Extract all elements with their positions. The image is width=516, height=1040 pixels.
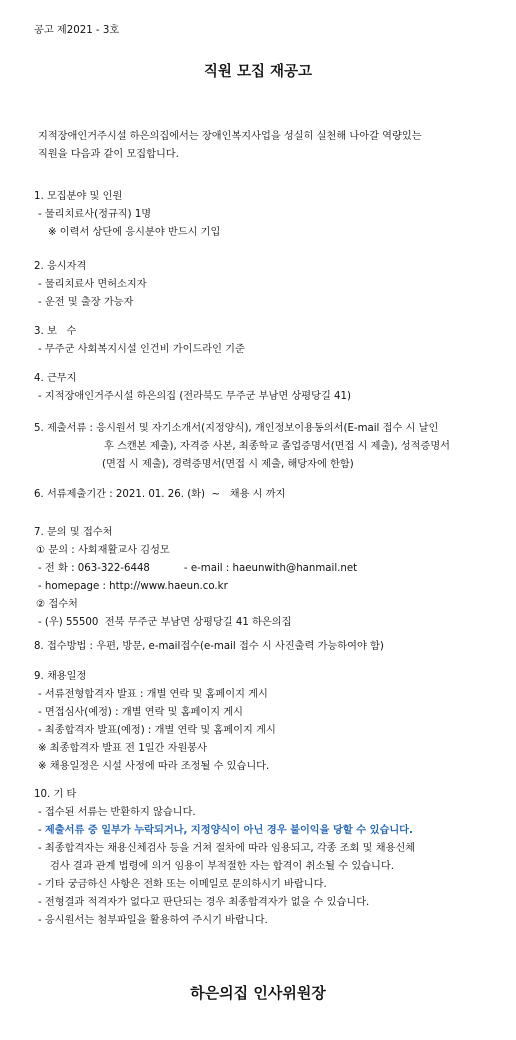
section-4-item: - 지적장애인거주시설 하은의집 (전라북도 무주군 부남면 상평당길 41) [38, 391, 351, 402]
section-3-heading: 3. 보 수 [34, 326, 77, 337]
section-7-inquiry: ① 문의 : 사회재활교사 김성모 [36, 545, 170, 556]
section-9-item-3: - 최종합격자 발표(예정) : 개별 연락 및 홈페이지 게시 [38, 725, 276, 736]
section-10-item-6: - 응시원서는 첨부파일을 활용하여 주시기 바랍니다. [38, 915, 268, 926]
section-7-phone: - 전 화 : 063-322-6448 [38, 563, 150, 574]
section-9-heading: 9. 채용일정 [34, 671, 87, 682]
section-9-note-1: ※ 최종합격자 발표 전 1일간 자원봉사 [38, 743, 207, 754]
section-10-item-4: - 기타 궁금하신 사항은 전화 또는 이메일로 문의하시기 바랍니다. [38, 879, 327, 890]
section-10-item-3-line-2: 검사 결과 관계 법령에 의거 임용이 부적절한 자는 합격이 취소될 수 있습니다. [50, 861, 394, 872]
section-2-heading: 2. 응시자격 [34, 261, 87, 272]
intro-line-1: 지적장애인거주시설 하은의집에서는 장애인복지사업을 성실히 실천해 나아갈 역량있는 [38, 131, 422, 142]
section-7-address: - (우) 55500 전북 무주군 부남면 상평당길 41 하은의집 [38, 617, 292, 628]
page-title: 직원 모집 재공고 [203, 64, 313, 80]
section-10-item-2-dash: - [38, 825, 45, 836]
section-7-heading: 7. 문의 및 접수처 [34, 527, 113, 538]
section-10-item-2 [38, 822, 413, 840]
intro-line-2: 직원을 다음과 같이 모집합니다. [38, 149, 179, 160]
section-5-line-2: 후 스캔본 제출), 자격증 사본, 최종학교 졸업증명서(면접 시 제출), 성적증명서 [104, 441, 451, 452]
section-4-heading: 4. 근무지 [34, 373, 77, 384]
section-1-item: - 물리치료사(정규직) 1명 [38, 209, 152, 220]
section-5-line-3: (면접 시 제출), 경력증명서(면접 시 제출, 해당자에 한함) [102, 459, 354, 470]
section-9-note-2: ※ 채용일정은 시설 사정에 따라 조정될 수 있습니다. [38, 761, 270, 772]
section-6-line: 6. 서류제출기간 : 2021. 01. 26. (화) ~ 채용 시 까지 [34, 489, 286, 500]
signature: 하은의집 인사위원장 [190, 984, 326, 1002]
section-10-highlight-notice: 제출서류 중 일부가 누락되거나, 지정양식이 아닌 경우 불이익을 당할 수 있습니다. [44, 825, 413, 836]
section-10-item-3-line-1: - 최종합격자는 채용신체검사 등을 거쳐 절차에 따라 임용되고, 각종 조회 및 채용신체 [38, 843, 416, 854]
section-2-item-2: - 운전 및 출장 가능자 [38, 297, 134, 308]
section-5-line-1: 5. 제출서류 : 응시원서 및 자기소개서(지정양식), 개인정보이용동의서(E-mail 접수 시 날인 [34, 423, 439, 434]
section-3-item: - 무주군 사회복지시설 인건비 가이드라인 기준 [38, 344, 245, 355]
section-1-heading: 1. 모집분야 및 인원 [34, 191, 123, 202]
notice-number: 공고 제2021 - 3호 [34, 25, 120, 36]
section-10-item-5: - 전형결과 적격자가 없다고 판단되는 경우 최종합격자가 없을 수 있습니다. [38, 897, 370, 908]
section-2-item-1: - 물리치료사 면허소지자 [38, 279, 147, 290]
section-9-item-1: - 서류전형합격자 발표 : 개별 연락 및 홈페이지 게시 [38, 689, 268, 700]
section-9-item-2: - 면접심사(예정) : 개별 연락 및 홈페이지 게시 [38, 707, 244, 718]
section-7-homepage: - homepage : http://www.haeun.co.kr [38, 581, 228, 592]
section-8-line: 8. 접수방법 : 우편, 방문, e-mail접수(e-mail 접수 시 사진출력 가능하여야 함) [34, 641, 384, 652]
section-10-item-1: - 접수된 서류는 반환하지 않습니다. [38, 807, 196, 818]
section-1-note: ※ 이력서 상단에 응시분야 반드시 기입 [48, 227, 221, 238]
section-7-reception: ② 접수처 [36, 599, 78, 610]
section-10-heading: 10. 기 타 [34, 789, 77, 800]
section-7-email: - e-mail : haeunwith@hanmail.net [183, 563, 358, 574]
section-7-phone-row [38, 560, 357, 578]
